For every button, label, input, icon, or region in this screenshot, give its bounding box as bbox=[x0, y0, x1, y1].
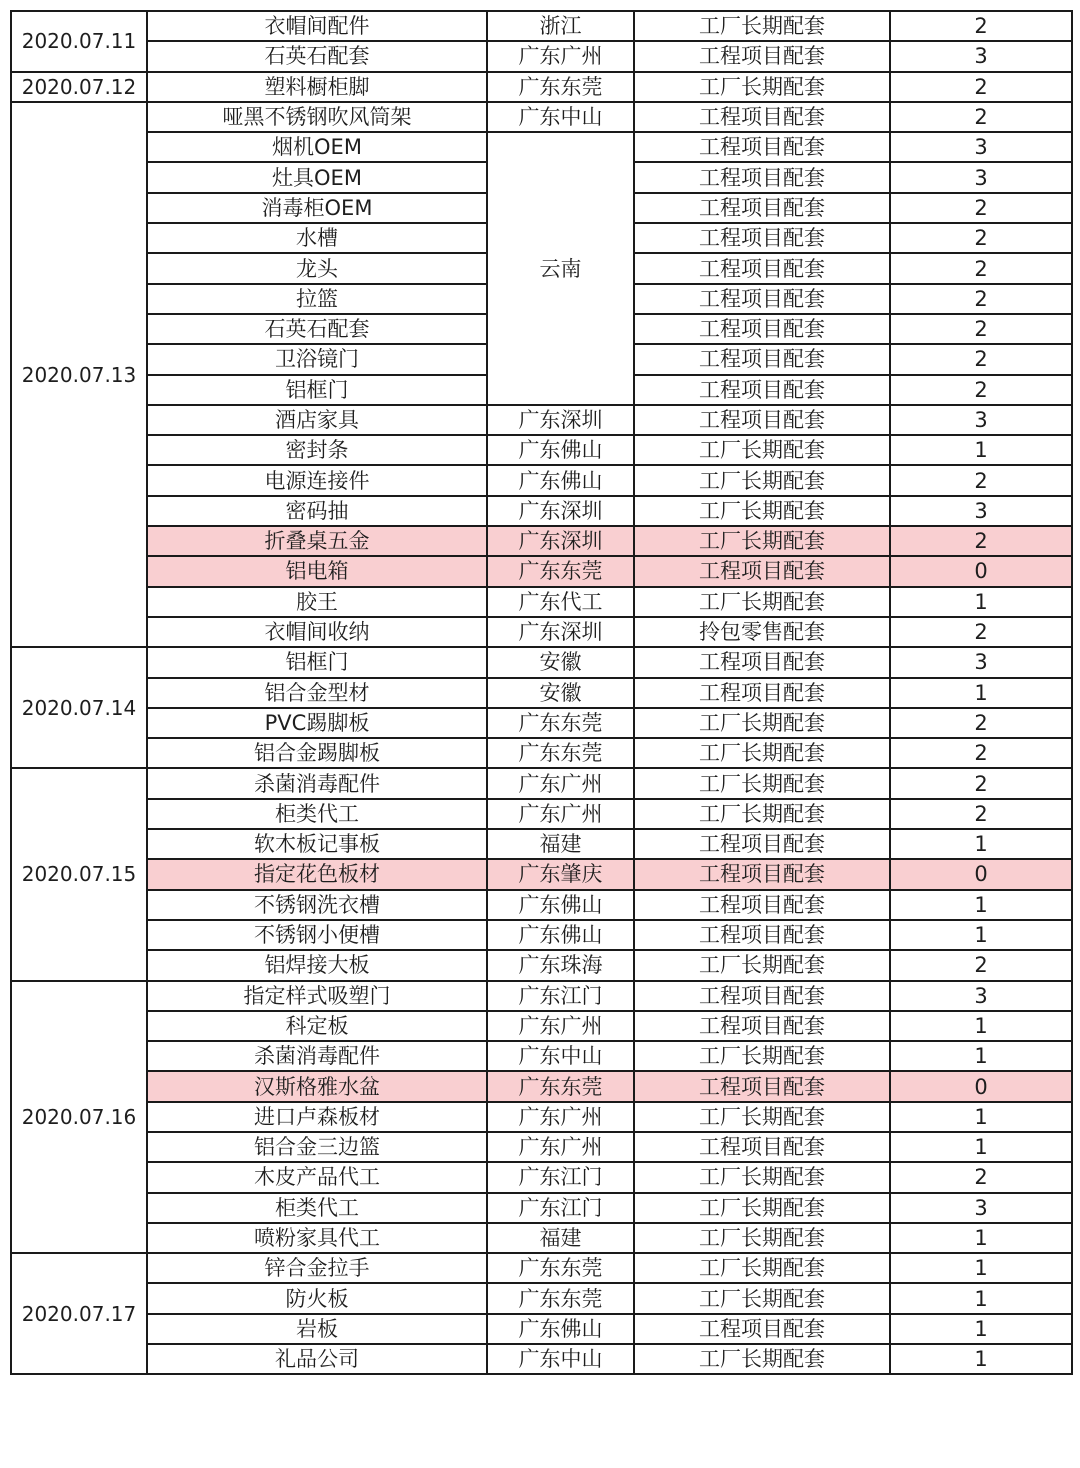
table-row bbox=[11, 829, 1072, 859]
quantity-cell: 2 bbox=[890, 708, 1072, 738]
quantity-cell: 1 bbox=[890, 1314, 1072, 1344]
quantity-cell: 2 bbox=[890, 344, 1072, 374]
item-cell: 岩板 bbox=[147, 1314, 487, 1344]
item-cell: 指定花色板材 bbox=[147, 859, 487, 889]
date-cell: 2020.07.13 bbox=[11, 102, 147, 647]
table-row bbox=[11, 1344, 1072, 1374]
quantity-cell: 1 bbox=[890, 1011, 1072, 1041]
region-cell: 广东中山 bbox=[487, 1041, 634, 1071]
type-cell: 工程项目配套 bbox=[634, 920, 890, 950]
type-cell: 工程项目配套 bbox=[634, 1071, 890, 1101]
type-cell: 工厂长期配套 bbox=[634, 1344, 890, 1374]
item-cell: 科定板 bbox=[147, 1011, 487, 1041]
item-cell: 铝框门 bbox=[147, 375, 487, 405]
quantity-cell: 2 bbox=[890, 768, 1072, 798]
type-cell: 工厂长期配套 bbox=[634, 435, 890, 465]
date-cell: 2020.07.12 bbox=[11, 72, 147, 102]
region-cell: 福建 bbox=[487, 829, 634, 859]
table-row bbox=[11, 102, 1072, 132]
quantity-cell: 0 bbox=[890, 1071, 1072, 1101]
quantity-cell: 1 bbox=[890, 920, 1072, 950]
quantity-cell: 1 bbox=[890, 1102, 1072, 1132]
region-cell: 广东佛山 bbox=[487, 890, 634, 920]
table-row bbox=[11, 496, 1072, 526]
region-cell: 广东深圳 bbox=[487, 617, 634, 647]
type-cell: 工厂长期配套 bbox=[634, 1283, 890, 1313]
region-cell: 广东东莞 bbox=[487, 1071, 634, 1101]
region-cell: 广东广州 bbox=[487, 41, 634, 71]
item-cell: 铝电箱 bbox=[147, 556, 487, 586]
table-row bbox=[11, 678, 1072, 708]
item-cell: 衣帽间配件 bbox=[147, 11, 487, 41]
quantity-cell: 2 bbox=[890, 314, 1072, 344]
item-cell: 进口卢森板材 bbox=[147, 1102, 487, 1132]
region-cell: 广东东莞 bbox=[487, 72, 634, 102]
region-cell: 广东江门 bbox=[487, 1193, 634, 1223]
type-cell: 工厂长期配套 bbox=[634, 1193, 890, 1223]
table-row bbox=[11, 1162, 1072, 1192]
item-cell: 礼品公司 bbox=[147, 1344, 487, 1374]
item-cell: 杀菌消毒配件 bbox=[147, 768, 487, 798]
region-cell: 广东东莞 bbox=[487, 1283, 634, 1313]
item-cell: 柜类代工 bbox=[147, 1193, 487, 1223]
region-cell: 福建 bbox=[487, 1223, 634, 1253]
item-cell: 锌合金拉手 bbox=[147, 1253, 487, 1283]
quantity-cell: 2 bbox=[890, 799, 1072, 829]
table-row bbox=[11, 1193, 1072, 1223]
type-cell: 工厂长期配套 bbox=[634, 72, 890, 102]
table-row bbox=[11, 1071, 1072, 1101]
table-row bbox=[11, 405, 1072, 435]
table-row bbox=[11, 768, 1072, 798]
type-cell: 工厂长期配套 bbox=[634, 738, 890, 768]
quantity-cell: 0 bbox=[890, 556, 1072, 586]
type-cell: 工程项目配套 bbox=[634, 981, 890, 1011]
region-cell: 广东深圳 bbox=[487, 526, 634, 556]
quantity-cell: 3 bbox=[890, 41, 1072, 71]
region-cell: 广东佛山 bbox=[487, 435, 634, 465]
type-cell: 工厂长期配套 bbox=[634, 465, 890, 495]
region-cell: 广东广州 bbox=[487, 1011, 634, 1041]
table-row bbox=[11, 72, 1072, 102]
table-row bbox=[11, 1102, 1072, 1132]
table-row bbox=[11, 647, 1072, 677]
quantity-cell: 1 bbox=[890, 829, 1072, 859]
region-cell: 广东中山 bbox=[487, 1344, 634, 1374]
table-row bbox=[11, 526, 1072, 556]
type-cell: 工厂长期配套 bbox=[634, 1253, 890, 1283]
type-cell: 工程项目配套 bbox=[634, 375, 890, 405]
type-cell: 工程项目配套 bbox=[634, 193, 890, 223]
item-cell: 软木板记事板 bbox=[147, 829, 487, 859]
quantity-cell: 2 bbox=[890, 102, 1072, 132]
type-cell: 拎包零售配套 bbox=[634, 617, 890, 647]
type-cell: 工厂长期配套 bbox=[634, 11, 890, 41]
quantity-cell: 1 bbox=[890, 1223, 1072, 1253]
type-cell: 工程项目配套 bbox=[634, 41, 890, 71]
quantity-cell: 1 bbox=[890, 435, 1072, 465]
region-cell: 广东佛山 bbox=[487, 465, 634, 495]
type-cell: 工程项目配套 bbox=[634, 1314, 890, 1344]
quantity-cell: 3 bbox=[890, 132, 1072, 162]
region-cell: 安徽 bbox=[487, 647, 634, 677]
item-cell: 衣帽间收纳 bbox=[147, 617, 487, 647]
quantity-cell: 1 bbox=[890, 1132, 1072, 1162]
type-cell: 工程项目配套 bbox=[634, 162, 890, 192]
region-cell: 广东东莞 bbox=[487, 708, 634, 738]
region-cell: 广东中山 bbox=[487, 102, 634, 132]
region-cell: 广东东莞 bbox=[487, 738, 634, 768]
type-cell: 工厂长期配套 bbox=[634, 1223, 890, 1253]
type-cell: 工程项目配套 bbox=[634, 284, 890, 314]
table-row bbox=[11, 1223, 1072, 1253]
region-cell: 广东广州 bbox=[487, 1132, 634, 1162]
type-cell: 工程项目配套 bbox=[634, 859, 890, 889]
table-row bbox=[11, 950, 1072, 980]
item-cell: 汉斯格雅水盆 bbox=[147, 1071, 487, 1101]
item-cell: 塑料橱柜脚 bbox=[147, 72, 487, 102]
item-cell: 不锈钢洗衣槽 bbox=[147, 890, 487, 920]
table-row bbox=[11, 799, 1072, 829]
item-cell: 喷粉家具代工 bbox=[147, 1223, 487, 1253]
region-cell: 广东广州 bbox=[487, 768, 634, 798]
item-cell: 电源连接件 bbox=[147, 465, 487, 495]
table-row bbox=[11, 1283, 1072, 1313]
quantity-cell: 2 bbox=[890, 1162, 1072, 1192]
type-cell: 工厂长期配套 bbox=[634, 587, 890, 617]
item-cell: 铝焊接大板 bbox=[147, 950, 487, 980]
item-cell: 不锈钢小便槽 bbox=[147, 920, 487, 950]
date-cell: 2020.07.14 bbox=[11, 647, 147, 768]
type-cell: 工程项目配套 bbox=[634, 314, 890, 344]
type-cell: 工程项目配套 bbox=[634, 829, 890, 859]
quantity-cell: 3 bbox=[890, 981, 1072, 1011]
quantity-cell: 1 bbox=[890, 1253, 1072, 1283]
region-cell: 广东深圳 bbox=[487, 405, 634, 435]
item-cell: 木皮产品代工 bbox=[147, 1162, 487, 1192]
quantity-cell: 2 bbox=[890, 72, 1072, 102]
type-cell: 工程项目配套 bbox=[634, 890, 890, 920]
quantity-cell: 2 bbox=[890, 617, 1072, 647]
item-cell: 龙头 bbox=[147, 253, 487, 283]
table-row bbox=[11, 587, 1072, 617]
type-cell: 工厂长期配套 bbox=[634, 1162, 890, 1192]
table-body bbox=[11, 11, 1072, 1374]
date-cell: 2020.07.16 bbox=[11, 981, 147, 1254]
type-cell: 工厂长期配套 bbox=[634, 526, 890, 556]
type-cell: 工程项目配套 bbox=[634, 1132, 890, 1162]
table-row bbox=[11, 435, 1072, 465]
date-cell: 2020.07.15 bbox=[11, 768, 147, 980]
quantity-cell: 2 bbox=[890, 223, 1072, 253]
region-cell: 广东佛山 bbox=[487, 920, 634, 950]
table-row bbox=[11, 1011, 1072, 1041]
quantity-cell: 1 bbox=[890, 1041, 1072, 1071]
region-cell: 广东深圳 bbox=[487, 496, 634, 526]
region-cell: 广东佛山 bbox=[487, 1314, 634, 1344]
quantity-cell: 3 bbox=[890, 647, 1072, 677]
type-cell: 工程项目配套 bbox=[634, 253, 890, 283]
item-cell: 铝框门 bbox=[147, 647, 487, 677]
quantity-cell: 2 bbox=[890, 465, 1072, 495]
quantity-cell: 2 bbox=[890, 526, 1072, 556]
region-cell: 安徽 bbox=[487, 678, 634, 708]
quantity-cell: 2 bbox=[890, 375, 1072, 405]
quantity-cell: 2 bbox=[890, 284, 1072, 314]
region-cell: 浙江 bbox=[487, 11, 634, 41]
table-row bbox=[11, 556, 1072, 586]
item-cell: 杀菌消毒配件 bbox=[147, 1041, 487, 1071]
date-cell: 2020.07.11 bbox=[11, 11, 147, 72]
item-cell: 消毒柜OEM bbox=[147, 193, 487, 223]
item-cell: 柜类代工 bbox=[147, 799, 487, 829]
region-cell: 广东肇庆 bbox=[487, 859, 634, 889]
table-row bbox=[11, 41, 1072, 71]
quantity-cell: 1 bbox=[890, 1344, 1072, 1374]
item-cell: 铝合金型材 bbox=[147, 678, 487, 708]
region-cell: 云南 bbox=[487, 132, 634, 405]
item-cell: 密封条 bbox=[147, 435, 487, 465]
type-cell: 工厂长期配套 bbox=[634, 496, 890, 526]
item-cell: 石英石配套 bbox=[147, 41, 487, 71]
item-cell: 铝合金踢脚板 bbox=[147, 738, 487, 768]
item-cell: 指定样式吸塑门 bbox=[147, 981, 487, 1011]
region-cell: 广东广州 bbox=[487, 1102, 634, 1132]
region-cell: 广东江门 bbox=[487, 981, 634, 1011]
type-cell: 工程项目配套 bbox=[634, 102, 890, 132]
item-cell: 铝合金三边篮 bbox=[147, 1132, 487, 1162]
item-cell: 折叠桌五金 bbox=[147, 526, 487, 556]
table-row bbox=[11, 11, 1072, 41]
type-cell: 工厂长期配套 bbox=[634, 1102, 890, 1132]
table-row bbox=[11, 738, 1072, 768]
table-row bbox=[11, 617, 1072, 647]
table-row bbox=[11, 859, 1072, 889]
item-cell: 拉篮 bbox=[147, 284, 487, 314]
item-cell: 哑黑不锈钢吹风筒架 bbox=[147, 102, 487, 132]
type-cell: 工程项目配套 bbox=[634, 223, 890, 253]
quantity-cell: 1 bbox=[890, 890, 1072, 920]
quantity-cell: 0 bbox=[890, 859, 1072, 889]
type-cell: 工程项目配套 bbox=[634, 1011, 890, 1041]
region-cell: 广东代工 bbox=[487, 587, 634, 617]
item-cell: 酒店家具 bbox=[147, 405, 487, 435]
date-cell: 2020.07.17 bbox=[11, 1253, 147, 1374]
table-row bbox=[11, 920, 1072, 950]
type-cell: 工程项目配套 bbox=[634, 678, 890, 708]
quantity-cell: 2 bbox=[890, 738, 1072, 768]
item-cell: 石英石配套 bbox=[147, 314, 487, 344]
table-row bbox=[11, 890, 1072, 920]
quantity-cell: 1 bbox=[890, 1283, 1072, 1313]
type-cell: 工厂长期配套 bbox=[634, 950, 890, 980]
item-cell: 防火板 bbox=[147, 1283, 487, 1313]
region-cell: 广东东莞 bbox=[487, 1253, 634, 1283]
quantity-cell: 2 bbox=[890, 253, 1072, 283]
type-cell: 工程项目配套 bbox=[634, 556, 890, 586]
item-cell: 烟机OEM bbox=[147, 132, 487, 162]
item-cell: 卫浴镜门 bbox=[147, 344, 487, 374]
table-row bbox=[11, 1132, 1072, 1162]
region-cell: 广东珠海 bbox=[487, 950, 634, 980]
quantity-cell: 2 bbox=[890, 11, 1072, 41]
quantity-cell: 3 bbox=[890, 1193, 1072, 1223]
quantity-cell: 3 bbox=[890, 162, 1072, 192]
region-cell: 广东东莞 bbox=[487, 556, 634, 586]
table-row bbox=[11, 132, 1072, 162]
item-cell: PVC踢脚板 bbox=[147, 708, 487, 738]
item-cell: 胶王 bbox=[147, 587, 487, 617]
type-cell: 工厂长期配套 bbox=[634, 768, 890, 798]
type-cell: 工程项目配套 bbox=[634, 405, 890, 435]
quantity-cell: 1 bbox=[890, 587, 1072, 617]
table-row bbox=[11, 708, 1072, 738]
table-row bbox=[11, 1041, 1072, 1071]
type-cell: 工程项目配套 bbox=[634, 344, 890, 374]
quantity-cell: 1 bbox=[890, 678, 1072, 708]
quantity-cell: 3 bbox=[890, 496, 1072, 526]
region-cell: 广东江门 bbox=[487, 1162, 634, 1192]
region-cell: 广东广州 bbox=[487, 799, 634, 829]
table-row bbox=[11, 981, 1072, 1011]
type-cell: 工厂长期配套 bbox=[634, 799, 890, 829]
type-cell: 工厂长期配套 bbox=[634, 708, 890, 738]
type-cell: 工程项目配套 bbox=[634, 647, 890, 677]
table-row bbox=[11, 1314, 1072, 1344]
item-cell: 密码抽 bbox=[147, 496, 487, 526]
table-row bbox=[11, 465, 1072, 495]
quantity-cell: 3 bbox=[890, 405, 1072, 435]
type-cell: 工程项目配套 bbox=[634, 132, 890, 162]
table-row bbox=[11, 1253, 1072, 1283]
quantity-cell: 2 bbox=[890, 193, 1072, 223]
sourcing-table bbox=[10, 10, 1073, 1375]
item-cell: 水槽 bbox=[147, 223, 487, 253]
type-cell: 工厂长期配套 bbox=[634, 1041, 890, 1071]
quantity-cell: 2 bbox=[890, 950, 1072, 980]
item-cell: 灶具OEM bbox=[147, 162, 487, 192]
